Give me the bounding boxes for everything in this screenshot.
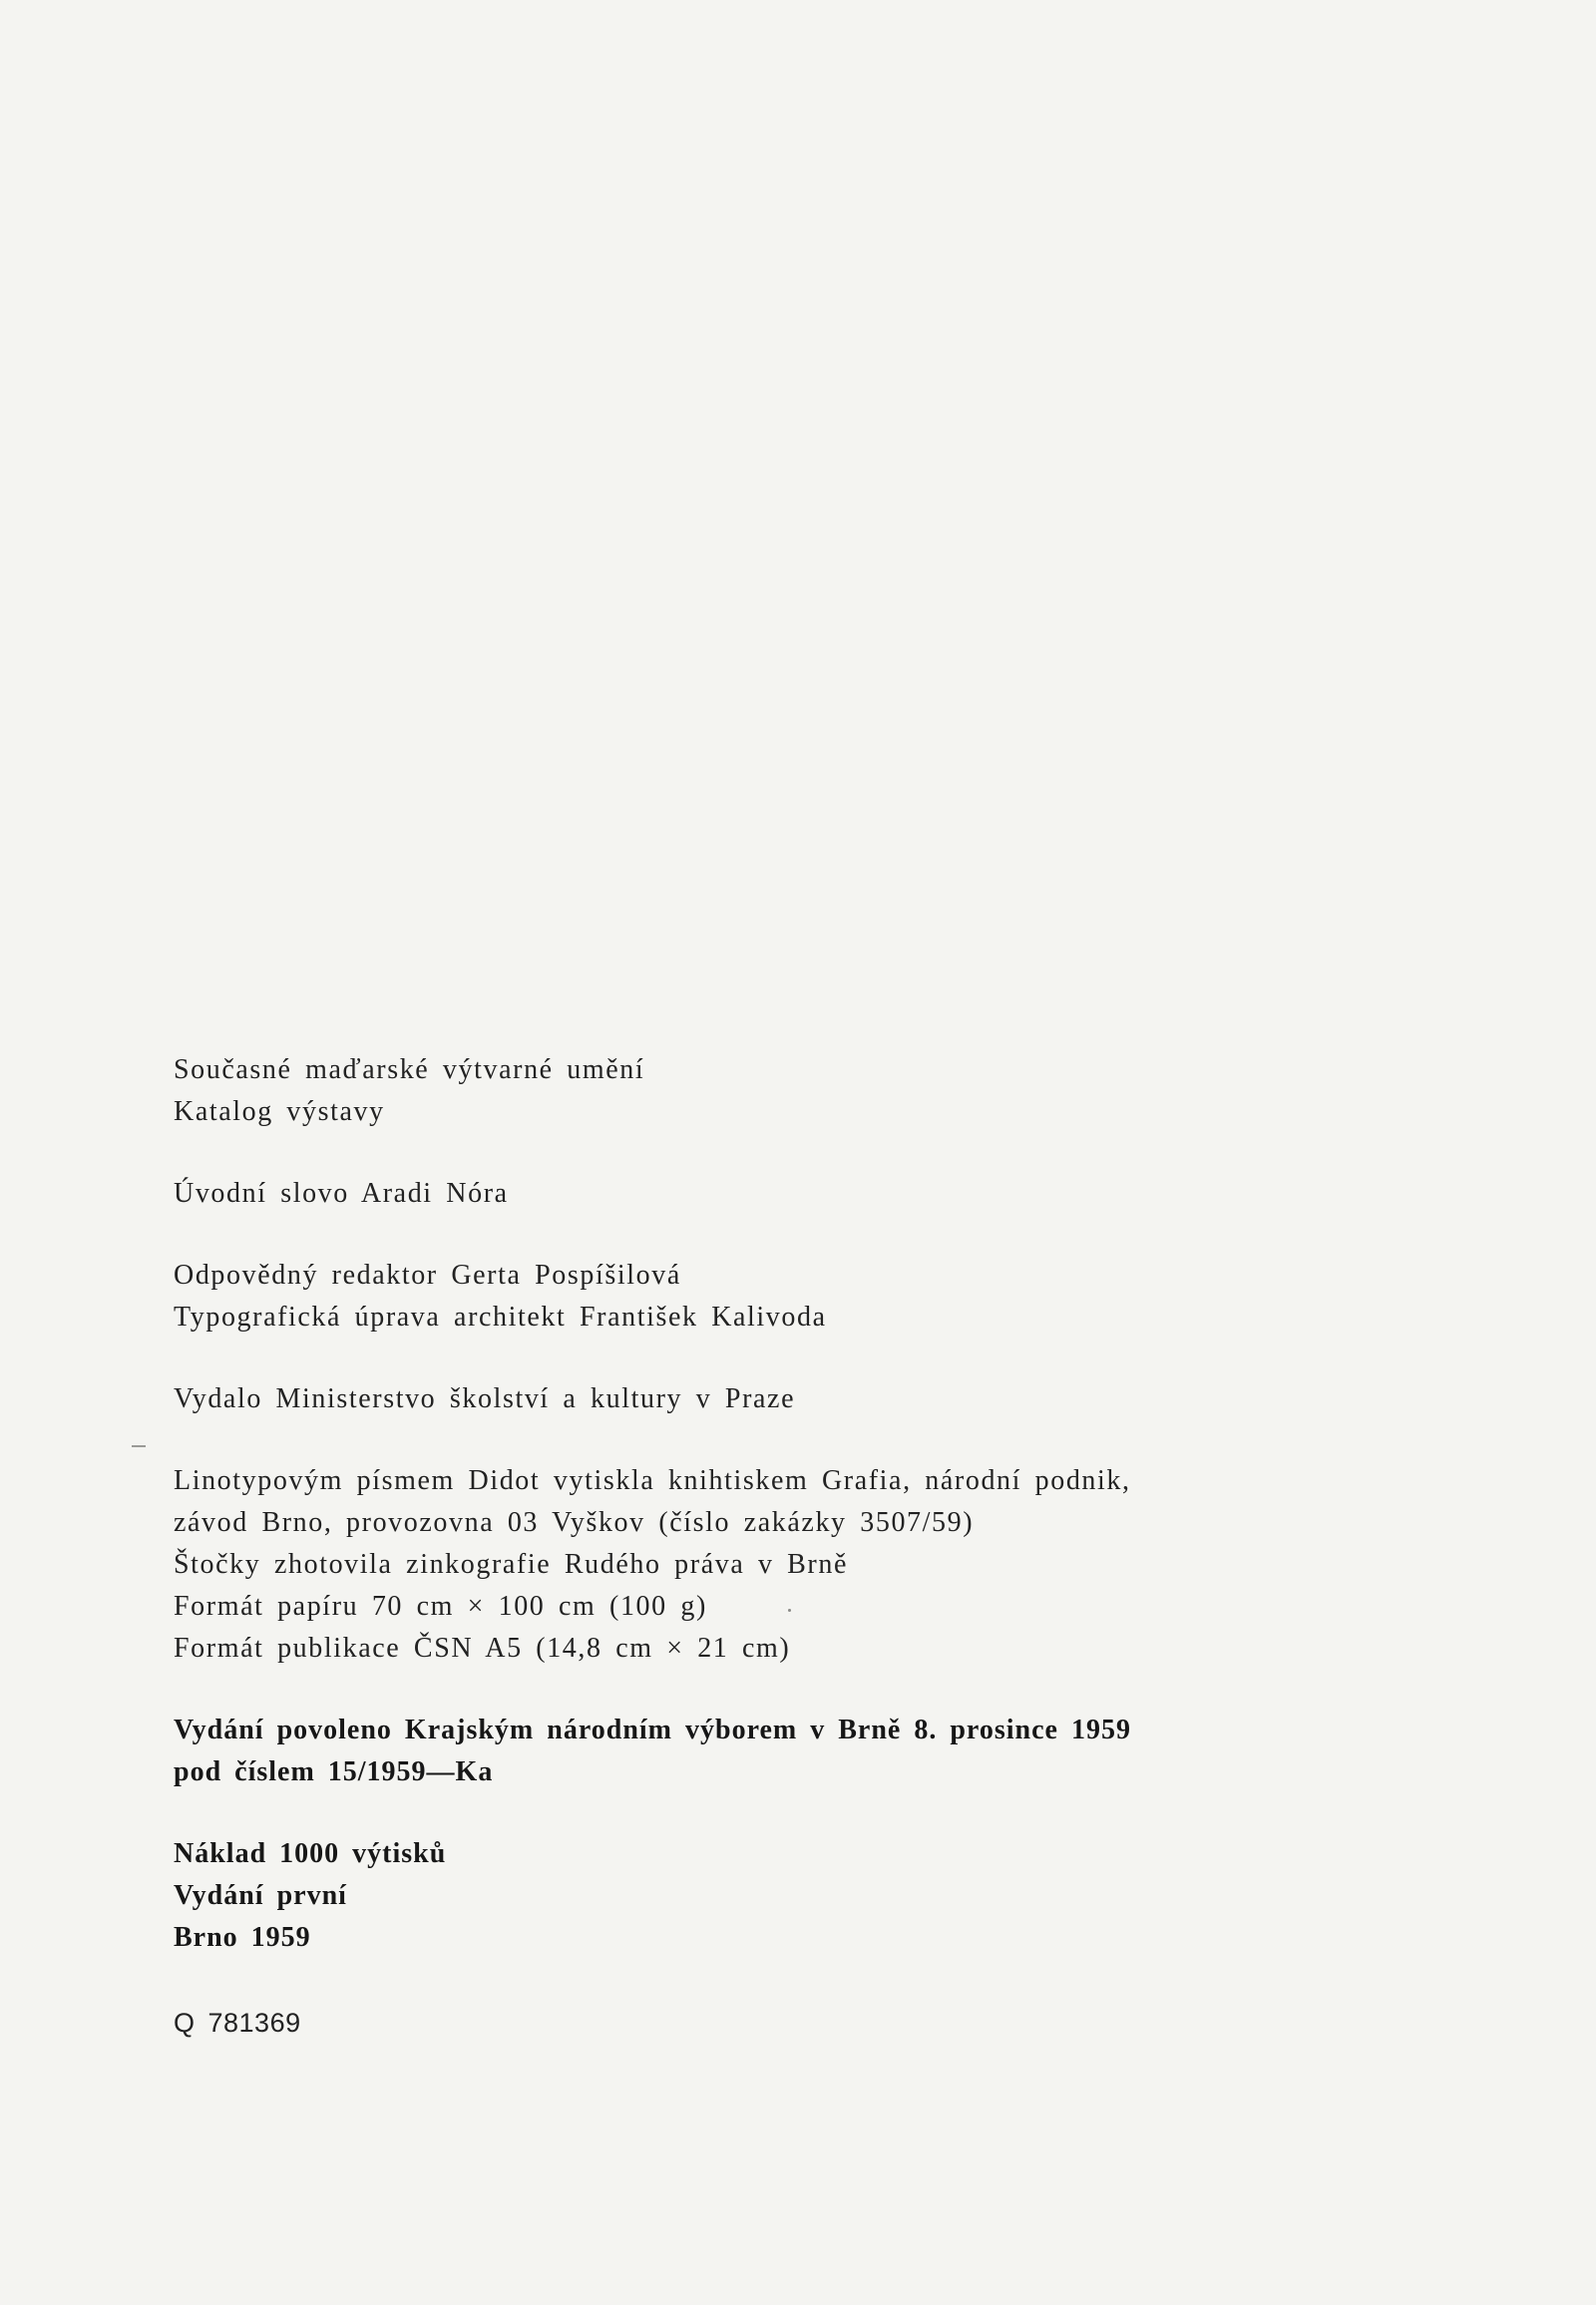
responsible-editor: Odpovědný redaktor Gerta Pospíšilová (174, 1260, 681, 1291)
editors-block (174, 1255, 1470, 1339)
typography-credit: Typografická úprava architekt František Kalivoda (174, 1302, 827, 1333)
colophon (174, 1049, 1470, 2044)
publisher-line: Vydalo Ministerstvo školství a kultury v Praze (174, 1383, 796, 1414)
catalog-code: Q 781369 (174, 2008, 301, 2038)
paper-format-line: Formát papíru 70 cm × 100 cm (100 g) (174, 1591, 707, 1622)
printing-block (174, 1460, 1470, 1670)
permission-line-2: pod číslem 15/1959—Ka (174, 1756, 494, 1787)
exhibition-title: Současné maďarské výtvarné umění (174, 1054, 645, 1085)
publisher-block (174, 1378, 1470, 1420)
edition-block (174, 1833, 1470, 1959)
printing-line-1: Linotypovým písmem Didot vytiskla knihtiskem Grafia, národní podnik, (174, 1465, 1131, 1496)
blocks-line: Štočky zhotovila zinkografie Rudého práva v Brně (174, 1549, 848, 1580)
code-block (174, 2002, 1470, 2044)
intro-author: Úvodní slovo Aradi Nóra (174, 1178, 509, 1209)
catalog-subtitle: Katalog výstavy (174, 1096, 385, 1127)
permission-block (174, 1710, 1470, 1793)
intro-block (174, 1173, 1470, 1215)
edition-number: Vydání první (174, 1880, 347, 1911)
permission-line-1: Vydání povoleno Krajským národním výborem v Brně 8. prosince 1959 (174, 1715, 1131, 1745)
print-run: Náklad 1000 výtisků (174, 1838, 447, 1869)
margin-dash-mark (132, 1445, 146, 1447)
printing-line-2: závod Brno, provozovna 03 Vyškov (číslo zakázky 3507/59) (174, 1507, 975, 1538)
publication-format-line: Formát publikace ČSN A5 (14,8 cm × 21 cm) (174, 1633, 791, 1664)
place-year: Brno 1959 (174, 1922, 311, 1953)
title-block (174, 1049, 1470, 1133)
